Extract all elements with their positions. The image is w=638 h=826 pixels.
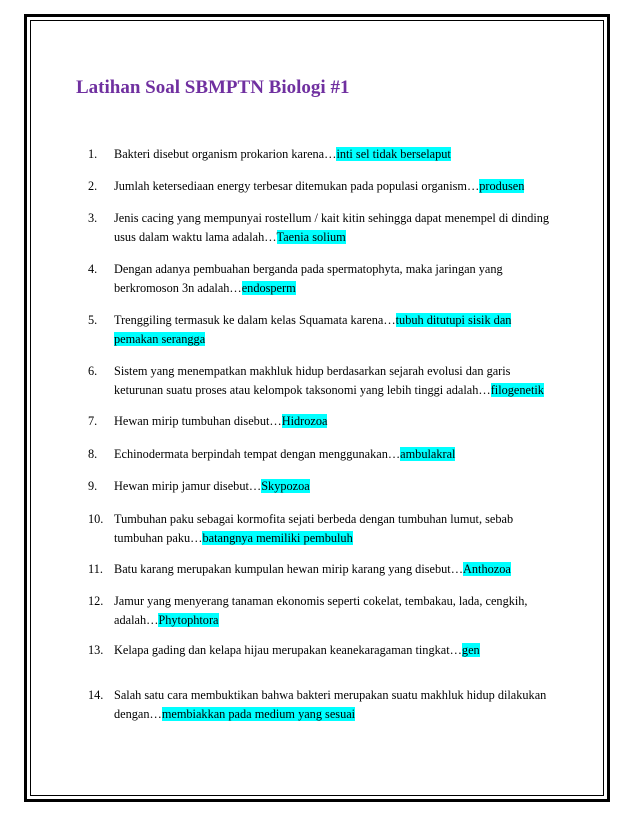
question-item xyxy=(88,686,558,724)
question-number: 4. xyxy=(88,262,98,276)
question-item xyxy=(88,209,558,247)
answer-highlight: filogenetik xyxy=(490,383,544,397)
answer-highlight: tubuh ditutupi sisik dan pemakan serangga xyxy=(114,313,512,346)
answer-highlight: batangnya memiliki pembuluh xyxy=(202,531,353,545)
question-number: 5. xyxy=(88,313,98,327)
question-number: 11. xyxy=(88,562,103,576)
question-item xyxy=(88,592,558,630)
question-number: 2. xyxy=(88,179,98,193)
question-item xyxy=(88,445,558,464)
question-text: Kelapa gading dan kelapa hijau merupakan keanekaragaman tingkat… xyxy=(114,643,462,657)
question-number: 1. xyxy=(88,147,98,161)
answer-highlight: membiakkan pada medium yang sesuai xyxy=(161,707,356,721)
answer-highlight: ambulakral xyxy=(400,447,456,461)
question-text: Jamur yang menyerang tanaman ekonomis seperti cokelat, tembakau, lada, cengkih, adalah… xyxy=(114,594,528,627)
question-number: 14. xyxy=(88,688,104,702)
answer-highlight: endosperm xyxy=(241,281,296,295)
question-number: 6. xyxy=(88,364,98,378)
question-text: Hewan mirip jamur disebut… xyxy=(114,479,262,493)
question-text: Jumlah ketersediaan energy terbesar ditemukan pada populasi organism… xyxy=(114,179,480,193)
answer-highlight: produsen xyxy=(479,179,525,193)
question-text: Salah satu cara membuktikan bahwa bakteri merupakan suatu makhluk hidup dilakukan dengan… xyxy=(114,688,547,721)
answer-highlight: Hidrozoa xyxy=(281,414,328,428)
page-border-inner xyxy=(30,20,604,796)
question-text: Bakteri disebut organism prokarion karena… xyxy=(114,147,337,161)
question-number: 10. xyxy=(88,512,104,526)
question-number: 12. xyxy=(88,594,104,608)
question-text: Sistem yang menempatkan makhluk hidup berdasarkan sejarah evolusi dan garis keturunan suatu proses atau kelompok taksonomi yang lebih tinggi adalah… xyxy=(114,364,511,397)
question-text: Jenis cacing yang mempunyai rostellum / kait kitin sehingga dapat menempel di dinding usus dalam waktu lama adalah… xyxy=(114,211,550,244)
question-item xyxy=(88,560,558,579)
question-text: Tumbuhan paku sebagai kormofita sejati berbeda dengan tumbuhan lumut, sebab tumbuhan paku… xyxy=(114,512,514,545)
question-text: Trenggiling termasuk ke dalam kelas Squamata karena… xyxy=(114,313,396,327)
question-text: Batu karang merupakan kumpulan hewan mirip karang yang disebut… xyxy=(114,562,463,576)
question-text: Dengan adanya pembuahan berganda pada spermatophyta, maka jaringan yang berkromoson 3n adalah… xyxy=(114,262,503,295)
question-number: 8. xyxy=(88,447,98,461)
question-text: Echinodermata berpindah tempat dengan menggunakan… xyxy=(114,447,401,461)
answer-highlight: Taenia solium xyxy=(276,230,346,244)
question-item xyxy=(88,477,558,496)
question-item xyxy=(88,177,558,196)
question-number: 9. xyxy=(88,479,98,493)
answer-highlight: gen xyxy=(461,643,480,657)
question-item xyxy=(88,510,558,548)
question-text: Hewan mirip tumbuhan disebut… xyxy=(114,414,282,428)
question-number: 3. xyxy=(88,211,98,225)
question-item xyxy=(88,311,558,349)
question-item xyxy=(88,145,558,164)
answer-highlight: Anthozoa xyxy=(463,562,511,576)
answer-highlight: Phytophtora xyxy=(158,613,219,627)
answer-highlight: Skypozoa xyxy=(261,479,310,493)
question-item xyxy=(88,260,558,298)
question-number: 7. xyxy=(88,414,98,428)
answer-highlight: inti sel tidak berselaput xyxy=(336,147,451,161)
question-item xyxy=(88,412,558,431)
page-title: Latihan Soal SBMPTN Biologi #1 xyxy=(76,77,350,98)
question-item xyxy=(88,641,558,660)
question-number: 13. xyxy=(88,643,104,657)
question-item xyxy=(88,362,558,400)
